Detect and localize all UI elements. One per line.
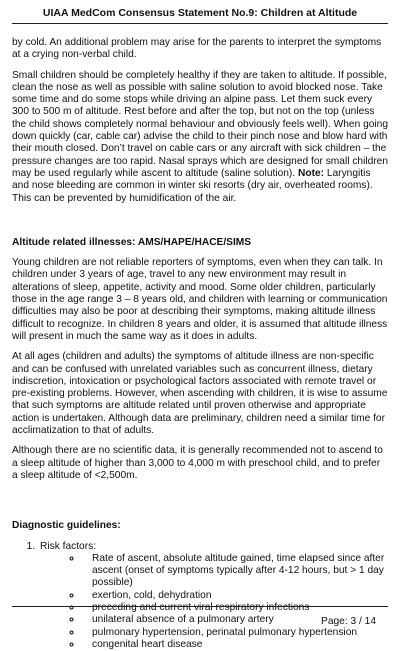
risk-factors-sublist (40, 553, 388, 651)
list-item: ◦ preceding and current viral respiratory infections (82, 602, 388, 614)
list-item: ◦ pulmonary hypertension, perinatal pulmonary hypertension (82, 627, 388, 639)
note-label: Note: (298, 168, 324, 179)
paragraph-small-children-text: Small children should be completely healthy if they are taken to altitude. If possible, clean the nose as well as possible with saline solution to avoid blocked nose. Take some time and do some stops while driving an alpine pass. Let them suck every 300 to 500 m of altitude. Rest before and after the top, but not on the top (unless the child shows completely normal behaviour and obviously feels well). When going down quickly (car, cable car) advise the child to their pinch nose and blow hard with their mouth closed. Don’t travel on cable cars or any aircraft with sick children – the pressure changes are too rapid. Nasal sprays which are designed for small children may be used regularly while ascent to altitude (saline solution). (12, 70, 388, 179)
section-heading-illnesses: Altitude related illnesses: AMS/HAPE/HACE/SIMS (12, 237, 388, 249)
list-item: ◦ unilateral absence of a pulmonary artery (82, 614, 388, 626)
paragraph-small-children (12, 70, 388, 205)
diagnostic-list (12, 541, 388, 651)
footer-divider (12, 606, 388, 607)
section-heading-diagnostic: Diagnostic guidelines: (12, 520, 388, 532)
paragraph-illness-reporting: Young children are not reliable reporters of symptoms, even when they can talk. In children under 3 years of age, travel to any new environment may result in alterations of sleep, appetite, activity and mood. Some older children, particularly those in the age range 3 – 8 years old, and children with learning or communication difficulties may also be poor at describing their symptoms, making altitude illness difficult to recognize. In children 8 years and older, it is assumed that altitude illness will present in much the same way as it does in adults. (12, 257, 388, 343)
paragraph-illness-symptoms: At all ages (children and adults) the symptoms of altitude illness are non-specific and can be confused with unrelated variables such as concurrent illness, dietary indiscretion, intoxication or psychological factors associated with remote travel or pre-existing problems. However, when ascending with children, it is wise to assume that such symptoms are altitude related until proven otherwise and appropriate action is undertaken. Although data are preliminary, children need a similar time for acclimatization to that of adults. (12, 351, 388, 437)
list-item: ◦ exertion, cold, dehydration (82, 590, 388, 602)
section-spacer (12, 490, 388, 520)
list-item: ◦ Rate of ascent, absolute altitude gained, time elapsed since after ascent (onset of symptoms typically after 4-12 hours, but > 1 day possible) (82, 553, 388, 590)
page-number: Page: 3 / 14 (321, 616, 376, 627)
page-header-title: UIAA MedCom Consensus Statement No.9: Children at Altitude (0, 7, 400, 19)
note-text: Laryngitis and nose bleeding are common in winter ski resorts (dry air, overheated rooms). This can be prevented by humidification of the air. (12, 168, 373, 204)
document-body (12, 37, 388, 651)
list-item: ◦ congenital heart disease (82, 639, 388, 651)
risk-factors-label: Risk factors: (40, 541, 96, 552)
paragraph-sleep-altitude: Although there are no scientific data, it is generally recommended not to ascend to a sleep altitude of higher than 3,000 to 4,000 m with preschool child, and to prefer a sleep altitude of <2,500m. (12, 445, 388, 482)
list-item-risk-factors (38, 541, 388, 651)
header-divider (12, 23, 388, 24)
paragraph-cold: by cold. An additional problem may arise for the parents to interpret the symptoms at a crying non-verbal child. (12, 37, 388, 62)
section-spacer (12, 213, 388, 237)
